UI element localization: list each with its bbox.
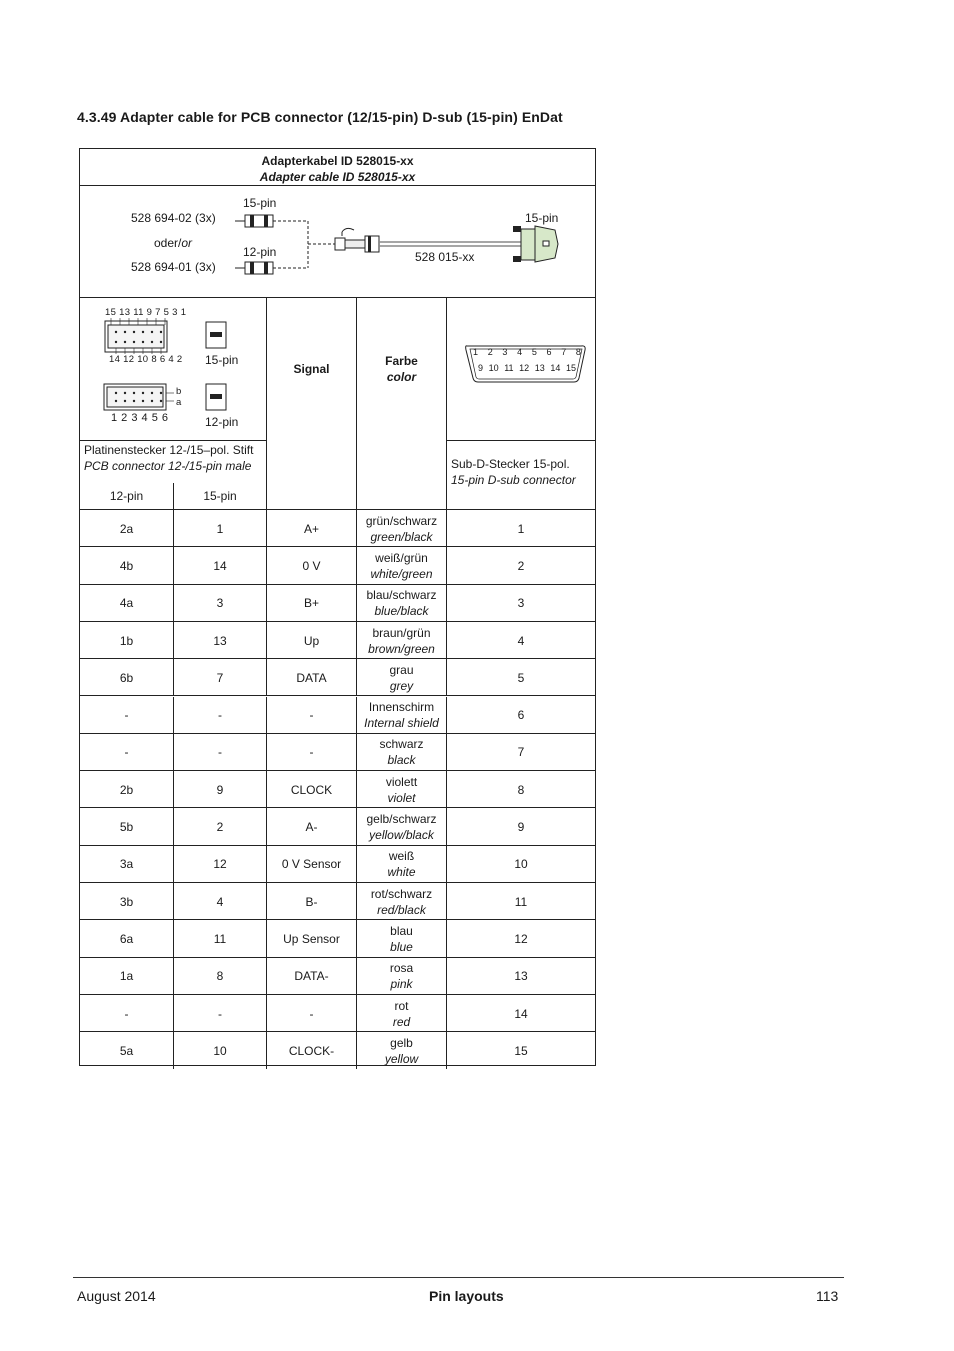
divider — [266, 958, 267, 995]
dsub-cell: 5 — [517, 670, 525, 685]
p12-cell: 5b — [119, 820, 134, 835]
color-en: green/black — [370, 529, 433, 544]
p15-cell: 14 — [213, 558, 227, 573]
adapter-12pin-icon — [235, 262, 308, 274]
table-title-de: Adapterkabel ID 528015-xx — [261, 154, 414, 168]
top-pin-numbers: 15 13 11 9 7 5 3 1 — [105, 307, 187, 318]
color-de: grün/schwarz — [365, 513, 438, 528]
signal-cell: - — [309, 1006, 314, 1021]
divider — [356, 883, 357, 920]
dsub-pin: 5 — [531, 347, 537, 357]
pcb-connector-drawing — [80, 298, 266, 440]
color-en: blue/black — [374, 604, 429, 619]
color-header-de: Farbe — [385, 354, 418, 368]
divider — [446, 771, 447, 808]
p12-cell: 3b — [119, 894, 134, 909]
divider — [173, 808, 174, 845]
divider — [356, 920, 357, 957]
divider — [266, 920, 267, 957]
dsub-header-en: 15-pin D-sub connector — [451, 473, 576, 487]
label-12pin-left: 12-pin — [243, 245, 277, 259]
cable-diagram — [80, 186, 595, 297]
divider — [356, 622, 357, 659]
dsub-top-pins — [473, 347, 581, 357]
color-de: braun/grün — [372, 625, 431, 640]
table-row — [80, 659, 595, 696]
color-en: white — [387, 865, 416, 880]
color-de: Innenschirm — [368, 700, 435, 715]
divider — [173, 622, 174, 659]
p15-cell: - — [218, 708, 222, 723]
dsub-pin: 13 — [534, 363, 545, 373]
divider — [446, 995, 447, 1032]
divider — [356, 846, 357, 883]
color-cell — [357, 808, 446, 845]
divider — [266, 510, 267, 547]
divider — [446, 1032, 447, 1069]
table-row — [80, 622, 595, 659]
color-cell — [357, 659, 446, 696]
divider — [446, 958, 447, 995]
divider — [173, 734, 174, 771]
pins-12-numbers: 1 2 3 4 5 6 — [111, 412, 169, 424]
table-row — [80, 547, 595, 584]
label-15pin-left: 15-pin — [243, 196, 277, 210]
divider — [446, 440, 595, 441]
dsub-pin: 4 — [517, 347, 523, 357]
color-en: yellow — [384, 1051, 419, 1066]
table-row — [80, 697, 595, 734]
divider — [356, 995, 357, 1032]
signal-cell: DATA — [296, 670, 327, 685]
dsub-cell: 4 — [517, 633, 525, 648]
divider — [173, 920, 174, 957]
color-de: rosa — [389, 961, 414, 976]
adapter-15pin-icon — [235, 215, 308, 227]
color-header — [357, 298, 446, 440]
divider — [173, 659, 174, 696]
color-cell — [357, 585, 446, 622]
divider — [173, 883, 174, 920]
p12-cell: 5a — [119, 1043, 134, 1058]
footer-divider — [73, 1277, 844, 1278]
divider — [356, 1032, 357, 1069]
divider — [266, 883, 267, 920]
pcb-header-en: PCB connector 12-/15-pin male — [84, 459, 252, 473]
divider — [266, 697, 267, 734]
color-en: brown/green — [368, 641, 435, 656]
p15-cell: - — [218, 745, 222, 760]
dsub-cell: 7 — [517, 745, 525, 760]
color-cell — [357, 622, 446, 659]
signal-header: Signal — [293, 362, 330, 376]
divider — [173, 697, 174, 734]
table-row — [80, 958, 595, 995]
signal-cell: - — [309, 745, 314, 760]
table-row — [80, 883, 595, 920]
table-row — [80, 510, 595, 547]
table-row — [80, 808, 595, 845]
p15-cell: 10 — [213, 1043, 227, 1058]
divider — [446, 920, 447, 957]
color-de: rot/schwarz — [370, 886, 433, 901]
signal-cell: 0 V — [302, 558, 321, 573]
color-en: red/black — [377, 902, 426, 917]
part-12pin: 528 694-01 (3x) — [131, 260, 216, 274]
color-en: Internal shield — [364, 716, 439, 731]
signal-cell: CLOCK- — [288, 1043, 335, 1058]
dsub-bottom-pins — [478, 363, 576, 373]
color-cell — [357, 1032, 446, 1069]
or-text: or — [181, 236, 193, 250]
divider — [173, 1032, 174, 1069]
dsub-pin: 15 — [565, 363, 576, 373]
color-en: grey — [389, 678, 414, 693]
divider — [446, 883, 447, 920]
divider — [80, 440, 266, 441]
signal-cell: 0 V Sensor — [281, 857, 342, 872]
divider — [446, 697, 447, 734]
signal-cell: B- — [305, 894, 318, 909]
divider — [356, 547, 357, 584]
color-cell — [357, 846, 446, 883]
dsub-pin: 9 — [478, 363, 484, 373]
dsub-cell: 1 — [517, 521, 525, 536]
dsub-pin: 12 — [519, 363, 530, 373]
dsub-cell: 12 — [514, 931, 528, 946]
divider — [266, 808, 267, 845]
pcb-connector-header — [84, 442, 266, 474]
table-row — [80, 734, 595, 771]
cable-drawing — [80, 186, 595, 297]
row-a-label: a — [176, 397, 182, 408]
divider — [356, 659, 357, 696]
section-heading: 4.3.49 Adapter cable for PCB connector (12/15-pin) D-sub (15-pin) EnDat — [77, 109, 563, 125]
label-12pin: 12-pin — [205, 415, 239, 429]
dsub-cell: 6 — [517, 708, 525, 723]
color-en: blue — [390, 939, 413, 954]
row-b-label: b — [176, 386, 182, 397]
divider — [173, 585, 174, 622]
dsub-connector-icon — [513, 226, 558, 262]
p15-cell: 13 — [213, 633, 227, 648]
divider — [356, 808, 357, 845]
p15-cell: 3 — [216, 596, 224, 611]
p12-cell: 2b — [119, 782, 134, 797]
divider — [446, 659, 447, 696]
dsub-cell: 9 — [517, 820, 525, 835]
bottom-pin-numbers: 14 12 10 8 6 4 2 — [109, 354, 183, 365]
color-de: rot — [394, 998, 409, 1013]
dsub-drawing — [447, 298, 595, 440]
p12-cell: 4b — [119, 558, 134, 573]
table-title-en: Adapter cable ID 528015-xx — [259, 170, 416, 184]
color-de: weiß — [388, 849, 415, 864]
footer-section: Pin layouts — [429, 1288, 504, 1304]
divider — [173, 846, 174, 883]
divider — [173, 995, 174, 1032]
p12-cell: 6a — [119, 931, 134, 946]
divider — [446, 547, 447, 584]
divider — [266, 547, 267, 584]
p15-cell: 2 — [216, 820, 224, 835]
color-de: violett — [385, 774, 418, 789]
p12-cell: - — [124, 1006, 129, 1021]
color-en: white/green — [370, 566, 433, 581]
signal-cell: Up Sensor — [283, 931, 340, 946]
dsub-pin: 8 — [575, 347, 581, 357]
p15-cell: 7 — [216, 670, 224, 685]
divider — [356, 734, 357, 771]
dsub-cell: 15 — [514, 1043, 528, 1058]
p12-cell: 2a — [119, 521, 134, 536]
divider — [446, 734, 447, 771]
signal-cell: CLOCK — [290, 782, 333, 797]
signal-cell: B+ — [303, 596, 319, 611]
p15-cell: 12 — [213, 857, 227, 872]
color-en: red — [392, 1014, 411, 1029]
color-cell — [357, 958, 446, 995]
divider — [356, 585, 357, 622]
p15-cell: 9 — [216, 782, 224, 797]
divider — [266, 771, 267, 808]
divider — [446, 808, 447, 845]
color-cell — [357, 771, 446, 808]
p12-cell: - — [124, 745, 129, 760]
dsub-cell: 11 — [514, 894, 528, 909]
p15-cell: 8 — [216, 969, 224, 984]
p15-cell: 1 — [216, 521, 224, 536]
dsub-cell: 3 — [517, 596, 525, 611]
color-en: yellow/black — [369, 828, 434, 843]
dsub-cell: 10 — [514, 857, 528, 872]
divider — [266, 1032, 267, 1069]
dsub-pin: 14 — [550, 363, 561, 373]
dsub-pin: 3 — [502, 347, 508, 357]
p15-cell: 11 — [213, 931, 227, 946]
color-de: blau — [390, 923, 413, 938]
color-cell — [357, 920, 446, 957]
p12-cell: 1b — [119, 633, 134, 648]
dsub-header-de: Sub-D-Stecker 15-pol. — [451, 457, 570, 471]
signal-cell: A+ — [303, 521, 319, 536]
table-body — [80, 510, 595, 1066]
dsub-cell: 14 — [514, 1006, 528, 1021]
p12-cell: - — [124, 708, 129, 723]
divider — [266, 659, 267, 696]
color-cell — [357, 547, 446, 584]
dsub-cell: 13 — [514, 969, 528, 984]
color-en: black — [387, 753, 416, 768]
table-row — [80, 920, 595, 957]
signal-cell: DATA- — [294, 969, 329, 984]
footer-page: 113 — [816, 1288, 839, 1304]
label-15pin-right: 15-pin — [525, 211, 559, 225]
divider — [266, 995, 267, 1032]
col-15pin-header: 15-pin — [203, 489, 237, 503]
dsub-pin: 10 — [488, 363, 499, 373]
dsub-cell: 2 — [517, 558, 525, 573]
color-cell — [357, 995, 446, 1032]
pcb-plug-icon — [335, 228, 379, 252]
pin-table — [79, 148, 596, 1066]
footer-date: August 2014 — [77, 1288, 156, 1304]
color-de: grau — [389, 662, 414, 677]
signal-cell: Up — [303, 633, 320, 648]
color-cell — [357, 510, 446, 547]
divider — [356, 771, 357, 808]
divider — [173, 958, 174, 995]
color-de: schwarz — [379, 737, 424, 752]
divider — [356, 958, 357, 995]
table-row — [80, 1032, 595, 1069]
color-en: pink — [390, 977, 413, 992]
color-de: gelb — [390, 1035, 413, 1050]
p12-cell: 6b — [119, 670, 134, 685]
divider — [266, 585, 267, 622]
divider — [266, 622, 267, 659]
color-cell — [357, 883, 446, 920]
p15-cell: - — [218, 1006, 222, 1021]
divider — [356, 510, 357, 547]
dsub-pin: 2 — [487, 347, 493, 357]
dsub-pin: 6 — [546, 347, 552, 357]
divider — [356, 697, 357, 734]
dsub-pin: 7 — [561, 347, 567, 357]
signal-cell: A- — [305, 820, 318, 835]
color-de: gelb/schwarz — [366, 812, 437, 827]
table-row — [80, 771, 595, 808]
part-15pin: 528 694-02 (3x) — [131, 211, 216, 225]
p12-cell: 1a — [119, 969, 134, 984]
divider — [446, 846, 447, 883]
cable-id: 528 015-xx — [415, 250, 475, 264]
divider — [446, 510, 447, 547]
divider — [173, 771, 174, 808]
pcb-header-de: Platinenstecker 12-/15–pol. Stift — [84, 443, 254, 457]
color-de: weiß/grün — [375, 550, 428, 565]
divider — [446, 585, 447, 622]
divider — [173, 547, 174, 584]
divider — [173, 510, 174, 547]
label-15pin: 15-pin — [205, 353, 239, 367]
p12-cell: 3a — [119, 857, 134, 872]
divider — [266, 846, 267, 883]
dsub-cell: 8 — [517, 782, 525, 797]
table-row — [80, 585, 595, 622]
color-cell — [357, 697, 446, 734]
table-row — [80, 995, 595, 1032]
oder-text: oder/ — [154, 236, 182, 250]
p15-cell: 4 — [216, 894, 224, 909]
color-en: violet — [387, 790, 416, 805]
divider — [266, 734, 267, 771]
p12-cell: 4a — [119, 596, 134, 611]
dsub-header — [451, 456, 595, 488]
color-cell — [357, 734, 446, 771]
signal-cell: - — [309, 708, 314, 723]
color-header-en: color — [386, 370, 417, 384]
table-title — [80, 149, 595, 186]
dsub-pin: 1 — [473, 347, 479, 357]
divider — [446, 622, 447, 659]
dsub-pin: 11 — [504, 363, 514, 373]
color-de: blau/schwarz — [366, 588, 437, 603]
col-12pin-header: 12-pin — [109, 489, 144, 503]
table-row — [80, 846, 595, 883]
